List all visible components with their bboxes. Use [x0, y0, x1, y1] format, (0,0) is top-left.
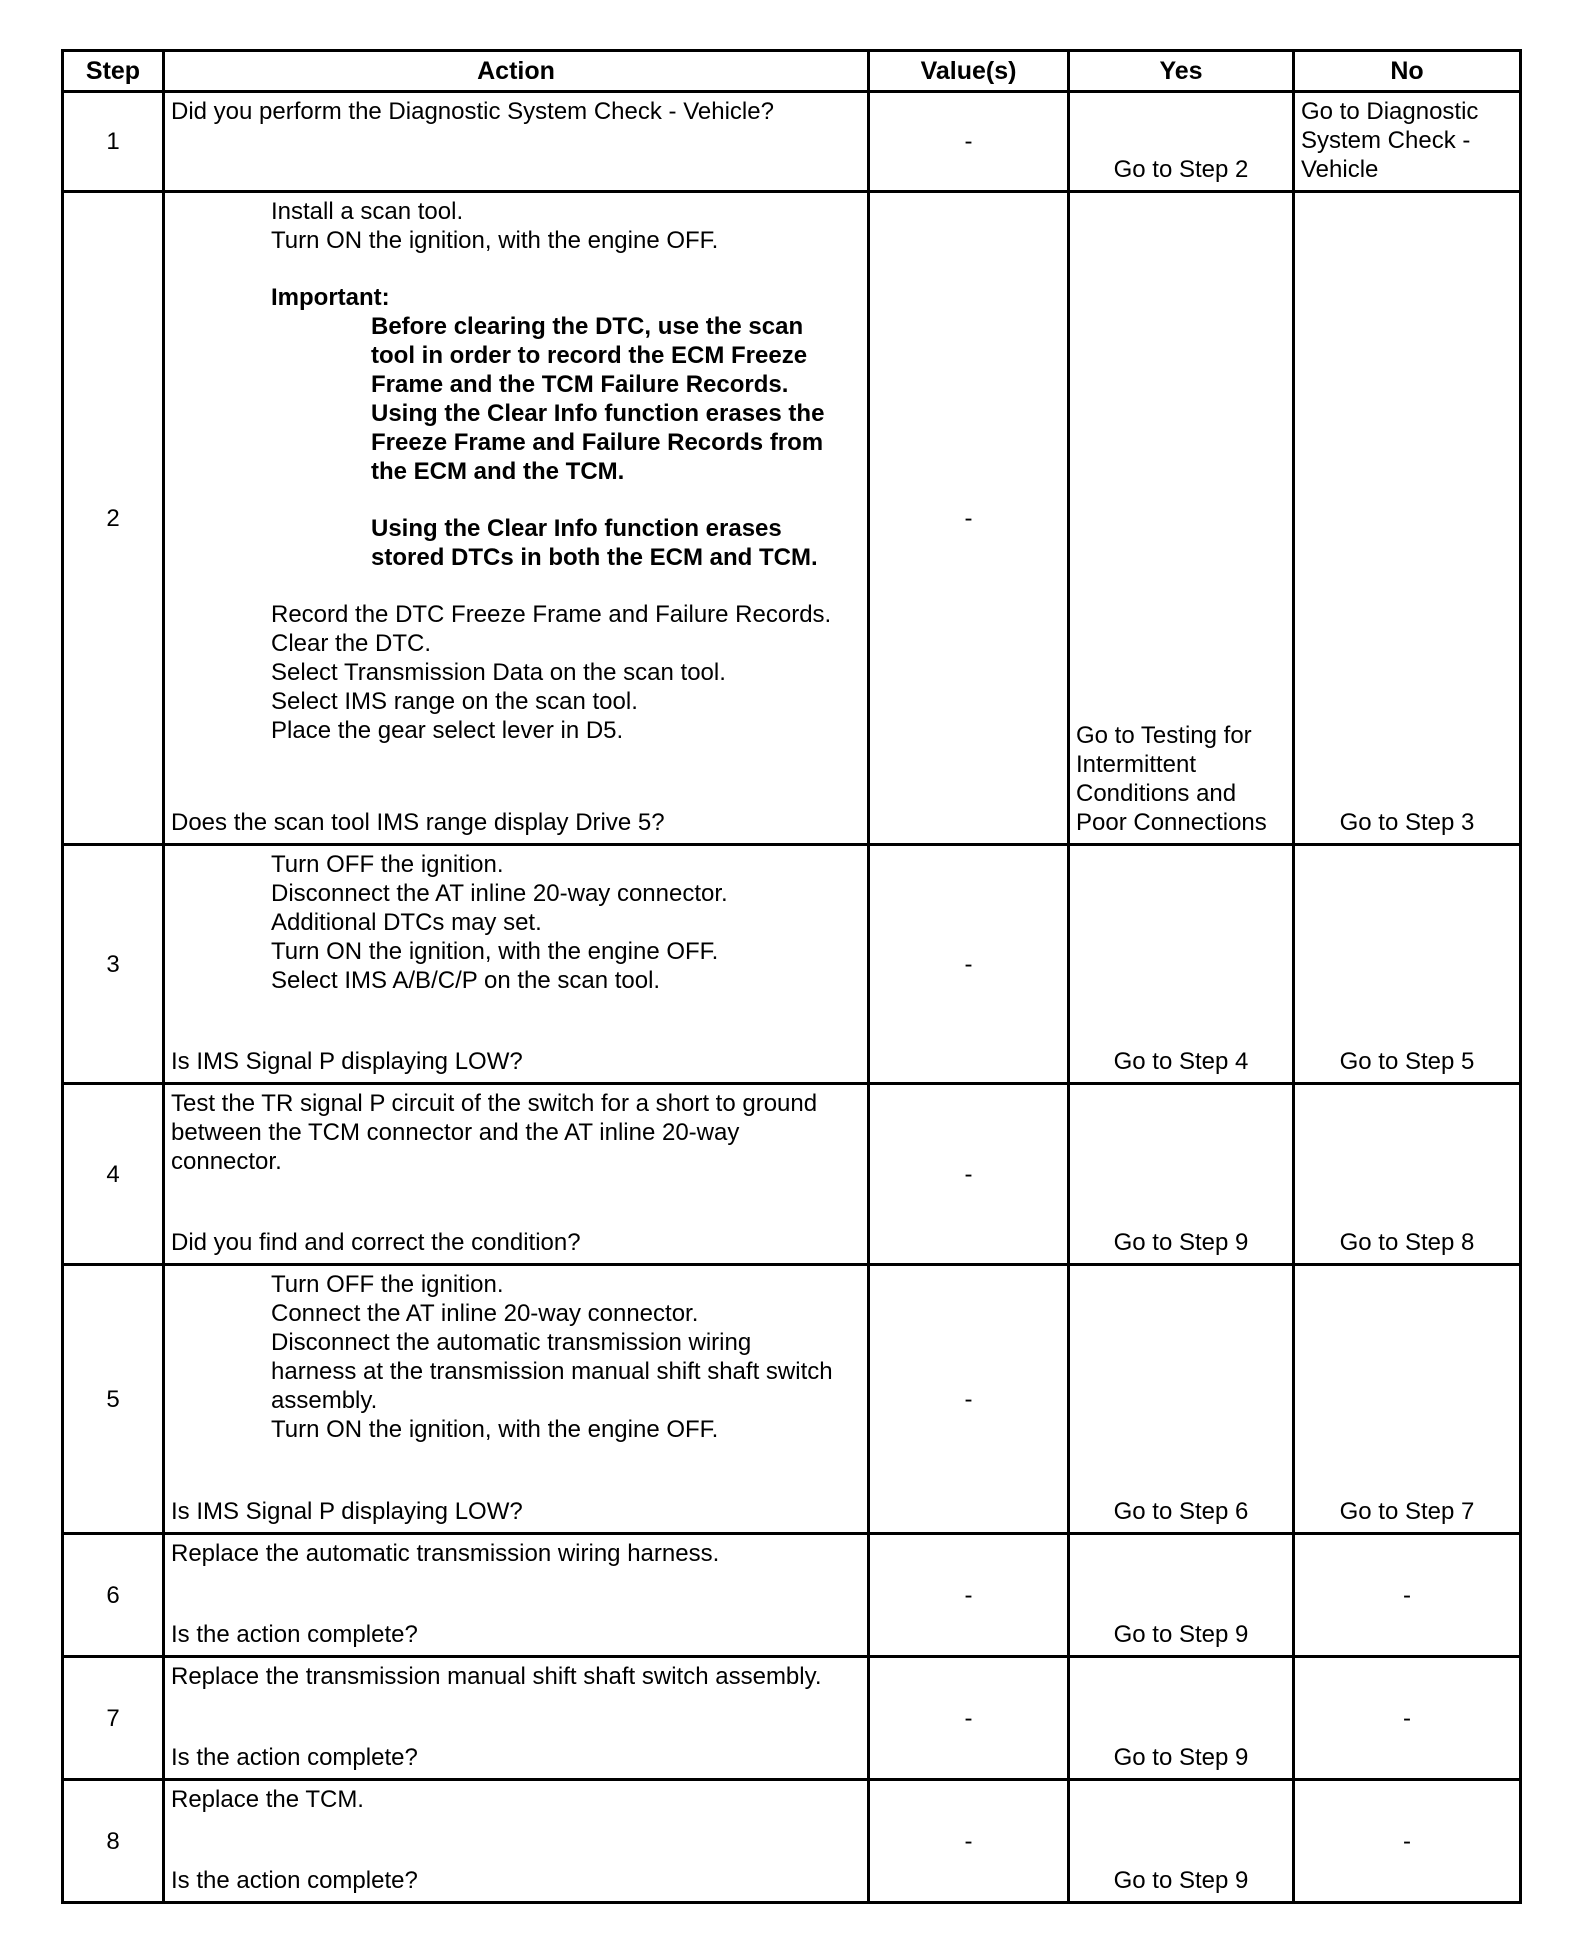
no-cell: Go to Step 8	[1294, 1084, 1521, 1265]
action-cell	[164, 1084, 869, 1265]
instruction-line: Turn ON the ignition, with the engine OFF.	[271, 1416, 719, 1443]
no-cell: Go to Step 3	[1294, 192, 1521, 845]
instruction-line: Turn ON the ignition, with the engine OFF.	[271, 227, 719, 254]
instruction-line: Additional DTCs may set.	[271, 909, 542, 936]
yes-line: Intermittent	[1076, 751, 1197, 778]
action-body	[171, 1785, 861, 1895]
header-action: Action	[164, 51, 869, 92]
action-question: Does the scan tool IMS range display Drive 5?	[171, 809, 665, 836]
table-row-step-3	[63, 845, 1521, 1084]
no-cell	[1294, 92, 1521, 192]
action-cell	[164, 1780, 869, 1903]
value-cell: -	[869, 1534, 1069, 1657]
instruction-line: Disconnect the automatic transmission wiring	[271, 1329, 752, 1356]
step-number: 1	[63, 92, 164, 192]
instruction-line: Place the gear select lever in D5.	[271, 717, 624, 744]
action-text: Replace the automatic transmission wiring harness.	[171, 1540, 720, 1567]
instruction-line: Select Transmission Data on the scan tool.	[271, 659, 726, 686]
instruction-line: Connect the AT inline 20-way connector.	[271, 1300, 699, 1327]
action-line: between the TCM connector and the AT inline 20-way	[171, 1119, 740, 1146]
important-line: the ECM and the TCM.	[371, 458, 625, 485]
table-row-step-8	[63, 1780, 1521, 1903]
table-row-step-1	[63, 92, 1521, 192]
action-cell	[164, 1657, 869, 1780]
yes-cell: Go to Step 6	[1069, 1265, 1294, 1534]
instruction-line: Install a scan tool.	[271, 198, 464, 225]
instruction-line: Select IMS A/B/C/P on the scan tool.	[271, 967, 661, 994]
no-line: Vehicle	[1301, 156, 1379, 183]
value-cell: -	[869, 1780, 1069, 1903]
yes-cell: Go to Step 9	[1069, 1657, 1294, 1780]
instruction-line: Record the DTC Freeze Frame and Failure Records.	[271, 601, 832, 628]
yes-line: Go to Testing for	[1076, 722, 1252, 749]
value-cell: -	[869, 92, 1069, 192]
action-body	[171, 1539, 861, 1649]
important-line: Freeze Frame and Failure Records from	[371, 429, 824, 456]
important-line: Using the Clear Info function erases the	[371, 400, 825, 427]
important-line: tool in order to record the ECM Freeze	[371, 342, 808, 369]
no-cell: Go to Step 5	[1294, 845, 1521, 1084]
no-cell: -	[1294, 1657, 1521, 1780]
action-question: Is the action complete?	[171, 1867, 418, 1894]
action-body	[171, 850, 861, 1076]
instruction-line: Turn OFF the ignition.	[271, 851, 504, 878]
step-number: 8	[63, 1780, 164, 1903]
table-row-step-5	[63, 1265, 1521, 1534]
instruction-line: harness at the transmission manual shift shaft switch	[271, 1358, 833, 1385]
diagnostic-table	[61, 49, 1522, 1904]
step-number: 2	[63, 192, 164, 845]
step-number: 6	[63, 1534, 164, 1657]
instruction-line: Clear the DTC.	[271, 630, 432, 657]
instruction-line: Turn OFF the ignition.	[271, 1271, 504, 1298]
action-body	[171, 197, 861, 837]
action-cell	[164, 192, 869, 845]
header-yes: Yes	[1069, 51, 1294, 92]
important-line: Frame and the TCM Failure Records.	[371, 371, 789, 398]
yes-cell: Go to Step 9	[1069, 1780, 1294, 1903]
no-cell: -	[1294, 1780, 1521, 1903]
step-number: 4	[63, 1084, 164, 1265]
value-cell: -	[869, 1657, 1069, 1780]
table-row-step-7	[63, 1657, 1521, 1780]
step-number: 7	[63, 1657, 164, 1780]
action-question: Is IMS Signal P displaying LOW?	[171, 1498, 523, 1525]
action-top	[171, 197, 861, 745]
table-row-step-6	[63, 1534, 1521, 1657]
action-line: connector.	[171, 1148, 282, 1175]
important-line: Using the Clear Info function erases	[371, 515, 782, 542]
table-row-step-4	[63, 1084, 1521, 1265]
header-no: No	[1294, 51, 1521, 92]
yes-line: Conditions and	[1076, 780, 1237, 807]
header-values: Value(s)	[869, 51, 1069, 92]
no-line: System Check -	[1301, 127, 1471, 154]
yes-cell: Go to Step 9	[1069, 1534, 1294, 1657]
action-cell	[164, 92, 869, 192]
header-row	[63, 51, 1521, 92]
yes-cell: Go to Step 2	[1069, 92, 1294, 192]
action-body	[171, 1270, 861, 1526]
instruction-line: Select IMS range on the scan tool.	[271, 688, 638, 715]
action-top	[171, 1089, 861, 1176]
action-question: Is the action complete?	[171, 1621, 418, 1648]
no-cell: -	[1294, 1534, 1521, 1657]
instruction-line: Turn ON the ignition, with the engine OFF.	[271, 938, 719, 965]
no-line: Go to Diagnostic	[1301, 98, 1479, 125]
action-question: Is the action complete?	[171, 1744, 418, 1771]
action-body	[171, 1089, 861, 1257]
action-question: Is IMS Signal P displaying LOW?	[171, 1048, 523, 1075]
table-row-step-2	[63, 192, 1521, 845]
yes-line: Poor Connections	[1076, 809, 1267, 836]
action-cell	[164, 1534, 869, 1657]
action-cell	[164, 845, 869, 1084]
yes-cell: Go to Step 9	[1069, 1084, 1294, 1265]
value-cell: -	[869, 1265, 1069, 1534]
action-text: Did you perform the Diagnostic System Check - Vehicle?	[171, 98, 774, 125]
action-question: Did you find and correct the condition?	[171, 1229, 581, 1256]
important-line: Before clearing the DTC, use the scan	[371, 313, 804, 340]
yes-cell	[1069, 192, 1294, 845]
action-text: Replace the transmission manual shift shaft switch assembly.	[171, 1663, 822, 1690]
step-number: 3	[63, 845, 164, 1084]
action-line: Test the TR signal P circuit of the switch for a short to ground	[171, 1090, 818, 1117]
action-top	[171, 1270, 861, 1444]
instruction-line: Disconnect the AT inline 20-way connector.	[271, 880, 728, 907]
action-body	[171, 1662, 861, 1772]
no-cell: Go to Step 7	[1294, 1265, 1521, 1534]
value-cell: -	[869, 192, 1069, 845]
yes-cell: Go to Step 4	[1069, 845, 1294, 1084]
instruction-line: assembly.	[271, 1387, 378, 1414]
important-label: Important:	[271, 284, 390, 311]
header-step: Step	[63, 51, 164, 92]
value-cell: -	[869, 845, 1069, 1084]
action-cell	[164, 1265, 869, 1534]
value-cell: -	[869, 1084, 1069, 1265]
action-text: Replace the TCM.	[171, 1786, 364, 1813]
important-line: stored DTCs in both the ECM and TCM.	[371, 544, 818, 571]
action-top	[171, 850, 861, 995]
step-number: 5	[63, 1265, 164, 1534]
